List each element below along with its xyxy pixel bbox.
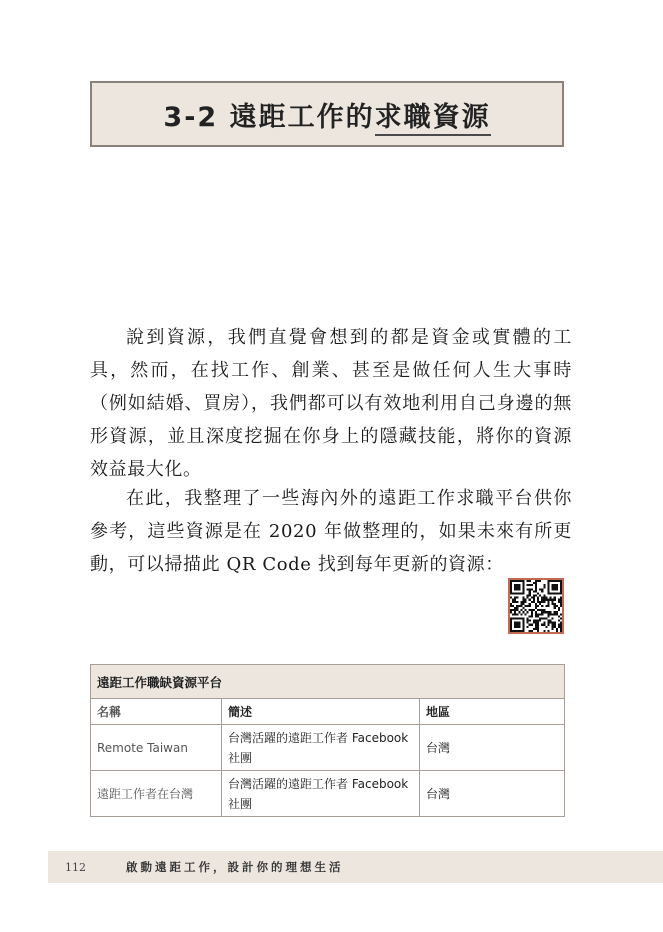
table-row bbox=[91, 771, 565, 817]
table-header-row bbox=[91, 699, 565, 725]
cell-region: 台灣 bbox=[420, 725, 565, 771]
cell-region: 台灣 bbox=[420, 771, 565, 817]
page-footer bbox=[48, 851, 663, 883]
table-caption: 遠距工作職缺資源平台 bbox=[91, 665, 565, 699]
paragraph-text: 說到資源，我們直覺會想到的都是資金或實體的工具，然而，在找工作、創業、甚至是做任何人生大事時（例如結婚、買房），我們都可以有效地利用自己身邊的無形資源，並且深度挖掘在你身上的隱藏技能，將你的資源效益最大化。 bbox=[90, 327, 572, 480]
section-title-underlined: 求職資源 bbox=[375, 102, 491, 136]
body-paragraph-1 bbox=[90, 321, 572, 486]
qr-code-graphic bbox=[510, 580, 562, 632]
header-region: 地區 bbox=[420, 699, 565, 725]
table-row bbox=[91, 725, 565, 771]
page-number: 112 bbox=[65, 860, 86, 874]
header-desc: 簡述 bbox=[222, 699, 420, 725]
cell-name: Remote Taiwan bbox=[91, 725, 222, 771]
cell-desc: 台灣活躍的遠距工作者 Facebook 社團 bbox=[222, 725, 420, 771]
cell-desc: 台灣活躍的遠距工作者 Facebook 社團 bbox=[222, 771, 420, 817]
running-title: 啟動遠距工作，設計你的理想生活 bbox=[126, 860, 344, 874]
paragraph-text: 在此，我整理了一些海內外的遠距工作求職平台供你參考，這些資源是在 2020 年做整理的，如果未來有所更動，可以掃描此 QR Code 找到每年更新的資源： bbox=[90, 488, 572, 575]
header-name: 名稱 bbox=[91, 699, 222, 725]
table-caption-row bbox=[91, 665, 565, 699]
body-paragraph-2 bbox=[90, 482, 572, 581]
qr-code-icon[interactable] bbox=[508, 578, 564, 634]
resource-table bbox=[90, 664, 565, 817]
cell-name: 遠距工作者在台灣 bbox=[91, 771, 222, 817]
section-title bbox=[163, 95, 490, 134]
section-title-box bbox=[90, 81, 564, 147]
section-title-prefix: 3-2 遠距工作的 bbox=[163, 101, 375, 133]
